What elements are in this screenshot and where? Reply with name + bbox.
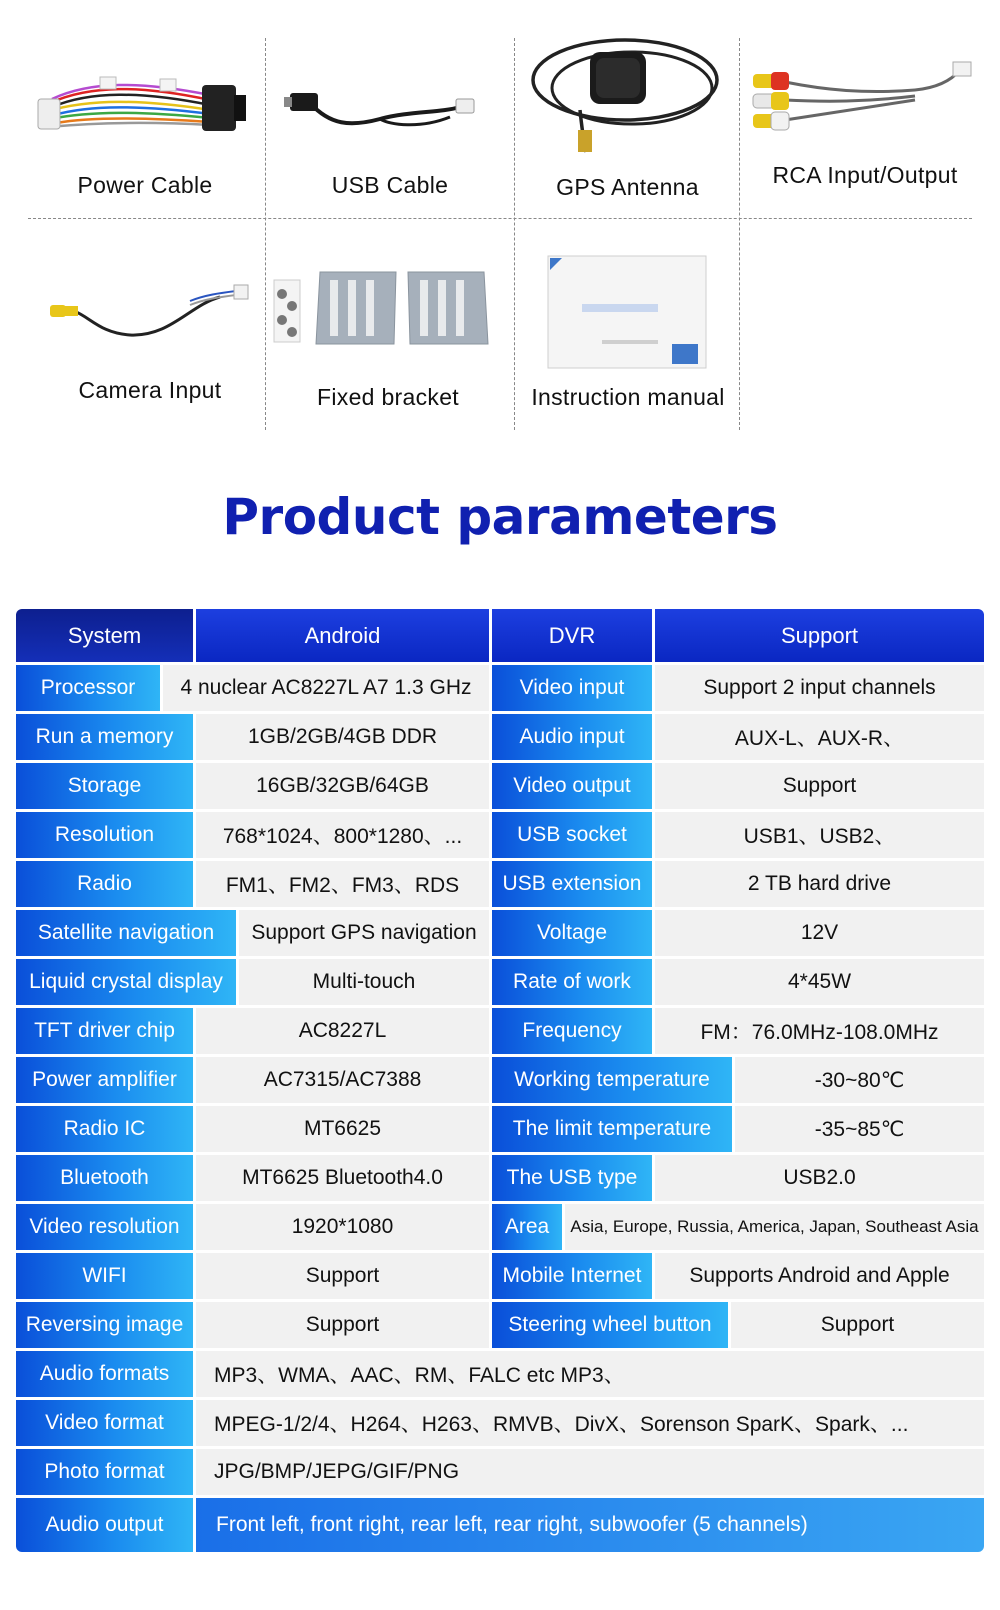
header-dvr-label: DVR [492,609,652,662]
param-label: Satellite navigation [16,910,236,956]
param-value: 4 nuclear AC8227L A7 1.3 GHz [163,665,489,711]
rca-label: RCA Input/Output [772,162,958,188]
usb-cable-image [270,55,510,145]
power-cable-item [30,55,260,215]
param-label: TFT driver chip [16,1008,193,1054]
param-value: Support GPS navigation [239,910,489,956]
param-label: Video output [492,763,652,809]
param-label: Power amplifier [16,1057,193,1103]
param-label: Mobile Internet [492,1253,652,1299]
param-value: -35~85℃ [735,1106,984,1152]
param-label: Photo format [16,1449,193,1495]
param-value: 4*45W [655,959,984,1005]
param-value: 2 TB hard drive [655,861,984,907]
grid-divider [265,38,266,430]
param-label: Video resolution [16,1204,193,1250]
param-value: MT6625 Bluetooth4.0 [196,1155,489,1201]
fixed-bracket-label: Fixed bracket [317,384,459,410]
grid-divider [514,38,515,430]
gps-antenna-item [520,30,735,215]
param-label: Voltage [492,910,652,956]
param-label: USB socket [492,812,652,858]
instruction-manual-label: Instruction manual [531,384,725,410]
param-label: Run a memory [16,714,193,760]
param-label: Processor [16,665,160,711]
param-label: Working temperature [492,1057,732,1103]
param-value: USB2.0 [655,1155,984,1201]
power-cable-image [30,55,260,145]
param-label: Rate of work [492,959,652,1005]
grid-divider [28,218,972,219]
instruction-manual-item [522,252,734,417]
param-label: Bluetooth [16,1155,193,1201]
param-value: Support [196,1302,489,1348]
gps-antenna-image [520,30,735,160]
param-value: 12V [655,910,984,956]
camera-input-label: Camera Input [78,377,222,403]
param-value: JPG/BMP/JEPG/GIF/PNG [196,1449,984,1495]
header-system-label: System [16,609,193,662]
header-dvr-value: Support [655,609,984,662]
fixed-bracket-image [268,262,508,352]
grid-divider [739,38,740,430]
param-label: Audio output [16,1498,193,1552]
usb-cable-item [270,55,510,215]
param-value: Support 2 input channels [655,665,984,711]
accessories-grid [0,0,1000,440]
param-label: Frequency [492,1008,652,1054]
rca-item [745,50,985,210]
param-value: MPEG-1/2/4、H264、H263、RMVB、DivX、Sorenson SparK、Spark、... [196,1400,984,1446]
param-label: WIFI [16,1253,193,1299]
param-label: The limit temperature [492,1106,732,1152]
param-label: Audio formats [16,1351,193,1397]
param-value: -30~80℃ [735,1057,984,1103]
param-value: 1920*1080 [196,1204,489,1250]
header-system-value: Android [196,609,489,662]
instruction-manual-image [522,252,734,372]
fixed-bracket-item [268,262,508,417]
param-label: Resolution [16,812,193,858]
param-value: Support [655,763,984,809]
param-value: Multi-touch [239,959,489,1005]
parameters-table [16,609,984,1536]
param-value: FM1、FM2、FM3、RDS [196,861,489,907]
usb-cable-label: USB Cable [331,172,449,198]
camera-input-image [40,275,260,345]
rca-image [745,50,985,140]
param-value: MP3、WMA、AAC、RM、FALC etc MP3、 [196,1351,984,1397]
param-value: AC8227L [196,1008,489,1054]
param-value: Support [196,1253,489,1299]
param-value: USB1、USB2、 [655,812,984,858]
param-value: Supports Android and Apple [655,1253,984,1299]
param-value: 1GB/2GB/4GB DDR [196,714,489,760]
param-label: The USB type [492,1155,652,1201]
param-value: AUX-L、AUX-R、 [655,714,984,760]
param-label: USB extension [492,861,652,907]
power-cable-label: Power Cable [77,172,213,198]
param-label: Steering wheel button [492,1302,728,1348]
param-value: AC7315/AC7388 [196,1057,489,1103]
section-title: Product parameters [222,488,778,546]
param-value: 768*1024、800*1280、... [196,812,489,858]
param-value: 16GB/32GB/64GB [196,763,489,809]
param-label: Liquid crystal display [16,959,236,1005]
param-value: Support [731,1302,984,1348]
param-value: Front left, front right, rear left, rear right, subwoofer (5 channels) [196,1498,984,1552]
camera-input-item [40,275,260,415]
param-label: Video format [16,1400,193,1446]
param-label: Radio [16,861,193,907]
param-label: Audio input [492,714,652,760]
param-label: Radio IC [16,1106,193,1152]
param-label: Storage [16,763,193,809]
param-label: Video input [492,665,652,711]
param-value: MT6625 [196,1106,489,1152]
param-value: FM：76.0MHz-108.0MHz [655,1008,984,1054]
gps-antenna-label: GPS Antenna [556,174,699,200]
param-label: Area [492,1204,562,1250]
param-value: Asia, Europe, Russia, America, Japan, Southeast Asia [565,1204,984,1250]
param-label: Reversing image [16,1302,193,1348]
